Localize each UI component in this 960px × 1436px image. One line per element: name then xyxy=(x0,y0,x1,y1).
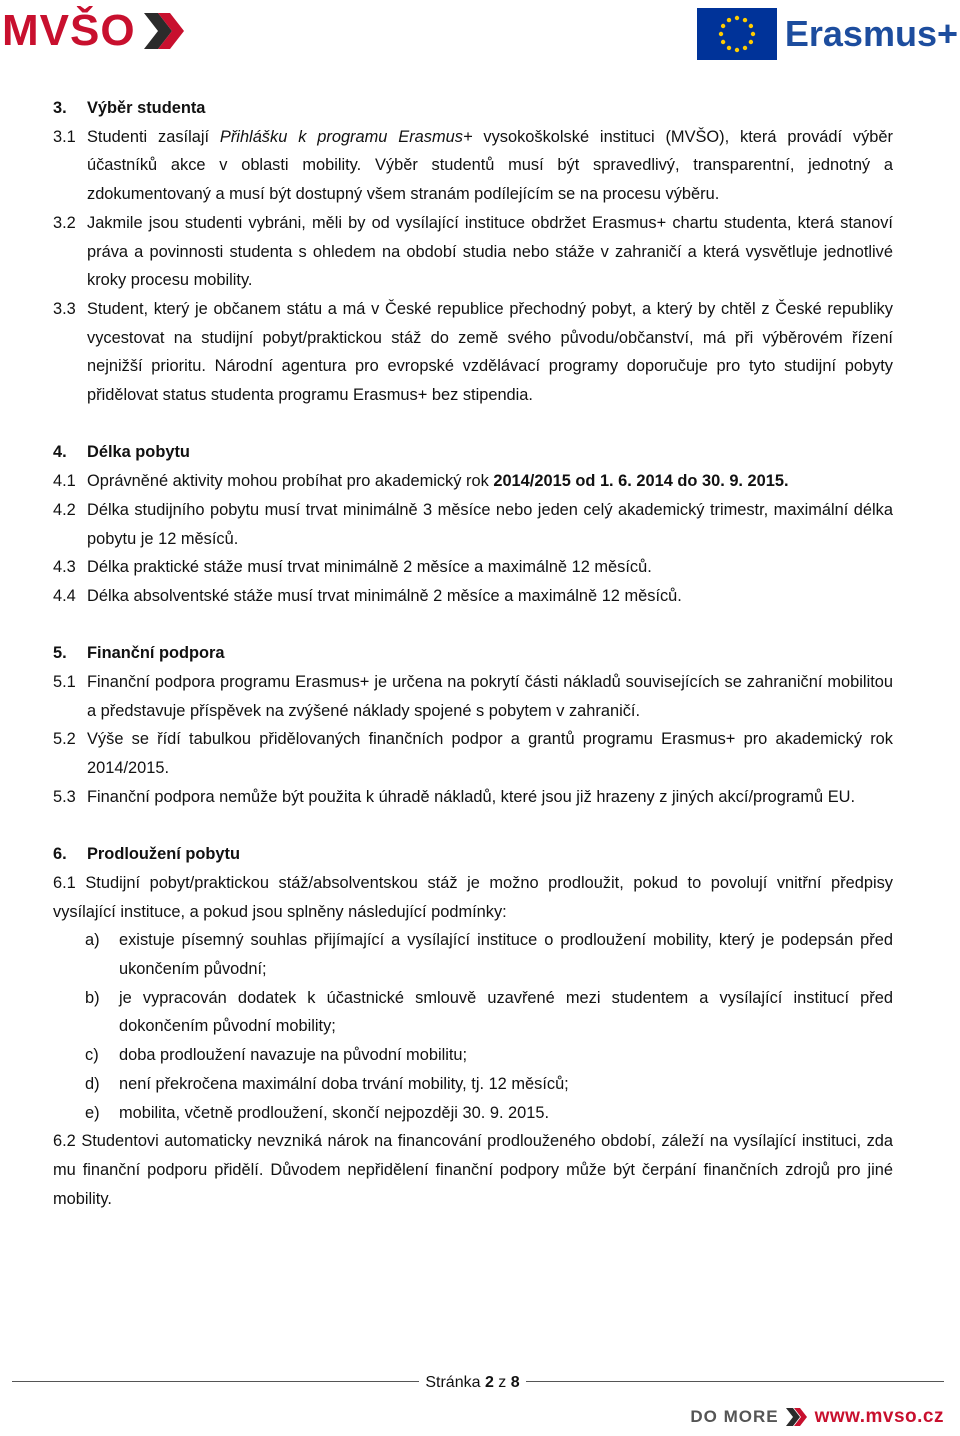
mvso-logo-text: MVŠO xyxy=(2,6,136,55)
section-6-paragraph-2: 6.2 Studentovi automaticky nevzniká nárok na financování prodlouženého období, záleží na vysílající instituci, zda mu finanční podporu přidělí. Důvodem nepřidělení finanční podpory může být čerpání finančních zdrojů pro jiné mobility. xyxy=(53,1132,893,1208)
section-3-item-1: 3.1 Studenti zasílají Přihlášku k programu Erasmus+ vysokoškolské instituci (MVŠO), která provádí výběr účastníků akce v oblasti mobility. Výběr studentů musí být spravedlivý, transparentní, jednotný a zdokumentovaný a musí být dostupný všem stranám podílejícím se na procesu výběru. xyxy=(53,127,893,204)
footer-slogan: DO MORE xyxy=(690,1407,779,1426)
double-chevron-icon xyxy=(785,1406,809,1428)
section-4-item-1: 4.1 Oprávněné aktivity mohou probíhat pro akademický rok 2014/2015 od 1. 6. 2014 do 30. 9. 2015. xyxy=(53,472,789,491)
section-4-item-2: 4.2 Délka studijního pobytu musí trvat minimálně 3 měsíce nebo jeden celý akademický trimestr, maximální délka pobytu je 12 měsíců. xyxy=(53,500,893,548)
section-4-item-3: 4.3 Délka praktické stáže musí trvat minimálně 2 měsíce a maximálně 12 měsíců. xyxy=(53,558,652,577)
document-body xyxy=(53,94,893,1213)
section-5-item-1: 5.1 Finanční podpora programu Erasmus+ je určena na pokrytí části nákladů souvisejících se zahraniční mobilitou a představuje příspěvek na zvýšené náklady spojené s pobytem v zahraničí. xyxy=(53,673,893,720)
section-6-heading: 6. Prodloužení pobytu xyxy=(53,845,240,864)
condition-item: e) mobilita, včetně prodloužení, skončí nejpozději 30. 9. 2015. xyxy=(85,1103,550,1122)
condition-item: d) není překročena maximální doba trvání mobility, tj. 12 měsíců; xyxy=(85,1074,569,1093)
page-number: Stránka 2 z 8 xyxy=(0,1372,945,1394)
footer-brand xyxy=(690,1406,944,1428)
double-chevron-icon xyxy=(142,9,186,53)
erasmus-logo-text: Erasmus+ xyxy=(784,13,958,54)
section-5-item-2: 5.2 Výše se řídí tabulkou přidělovaných finančních podpor a grantů programu Erasmus+ pro akademický rok 2014/2015. xyxy=(53,730,893,778)
section-4-heading: 4. Délka pobytu xyxy=(53,443,190,462)
footer-website-link[interactable]: www.mvso.cz xyxy=(814,1406,944,1427)
condition-item: c) doba prodloužení navazuje na původní mobilitu; xyxy=(85,1046,468,1065)
erasmus-plus-logo xyxy=(697,8,958,60)
section-3-heading: 3. Výběr studenta xyxy=(53,99,206,117)
section-6-paragraph-1: 6.1 Studijní pobyt/praktickou stáž/absolventskou stáž je možno prodloužit, pokud to povolují vnitřní předpisy vysílající instituce, a pokud jsou splněny následující podmínky: xyxy=(53,873,893,921)
page-header xyxy=(0,0,960,80)
section-5-heading: 5. Finanční podpora xyxy=(53,644,225,663)
section-5-item-3: 5.3 Finanční podpora nemůže být použita k úhradě nákladů, které jsou již hrazeny z jiných akcí/programů EU. xyxy=(53,787,856,806)
condition-item: a) existuje písemný souhlas přijímající a vysílající instituce o prodloužení mobility, který je podepsán před ukončením původní; xyxy=(85,931,893,979)
section-3-item-2: 3.2 Jakmile jsou studenti vybráni, měli by od vysílající instituce obdržet Erasmus+ chartu studenta, která stanoví práva a povinnosti studenta s ohledem na období studia nebo stáže v zahraničí a která vysvětluje jednotlivé kroky procesu mobility. xyxy=(53,213,893,290)
eu-flag-icon xyxy=(697,8,777,60)
section-3-item-3: 3.3 Student, který je občanem státu a má v České republice přechodný pobyt, a který by chtěl z České republiky vycestovat na studijní pobyt/praktickou stáž do země svého původu/občanství, má při výběrovém řízení nejnižší prioritu. Národní agentura pro evropské vzdělávací programy doporučuje pro tyto studijní pobyty přidělovat status studenta programu Erasmus+ bez stipendia. xyxy=(53,299,893,405)
section-4-item-4: 4.4 Délka absolventské stáže musí trvat minimálně 2 měsíce a maximálně 12 měsíců. xyxy=(53,586,682,605)
mvso-logo xyxy=(2,6,186,56)
condition-item: b) je vypracován dodatek k účastnické smlouvě uzavřené mezi studentem a vysílající institucí před dokončením původní mobility; xyxy=(85,988,893,1036)
